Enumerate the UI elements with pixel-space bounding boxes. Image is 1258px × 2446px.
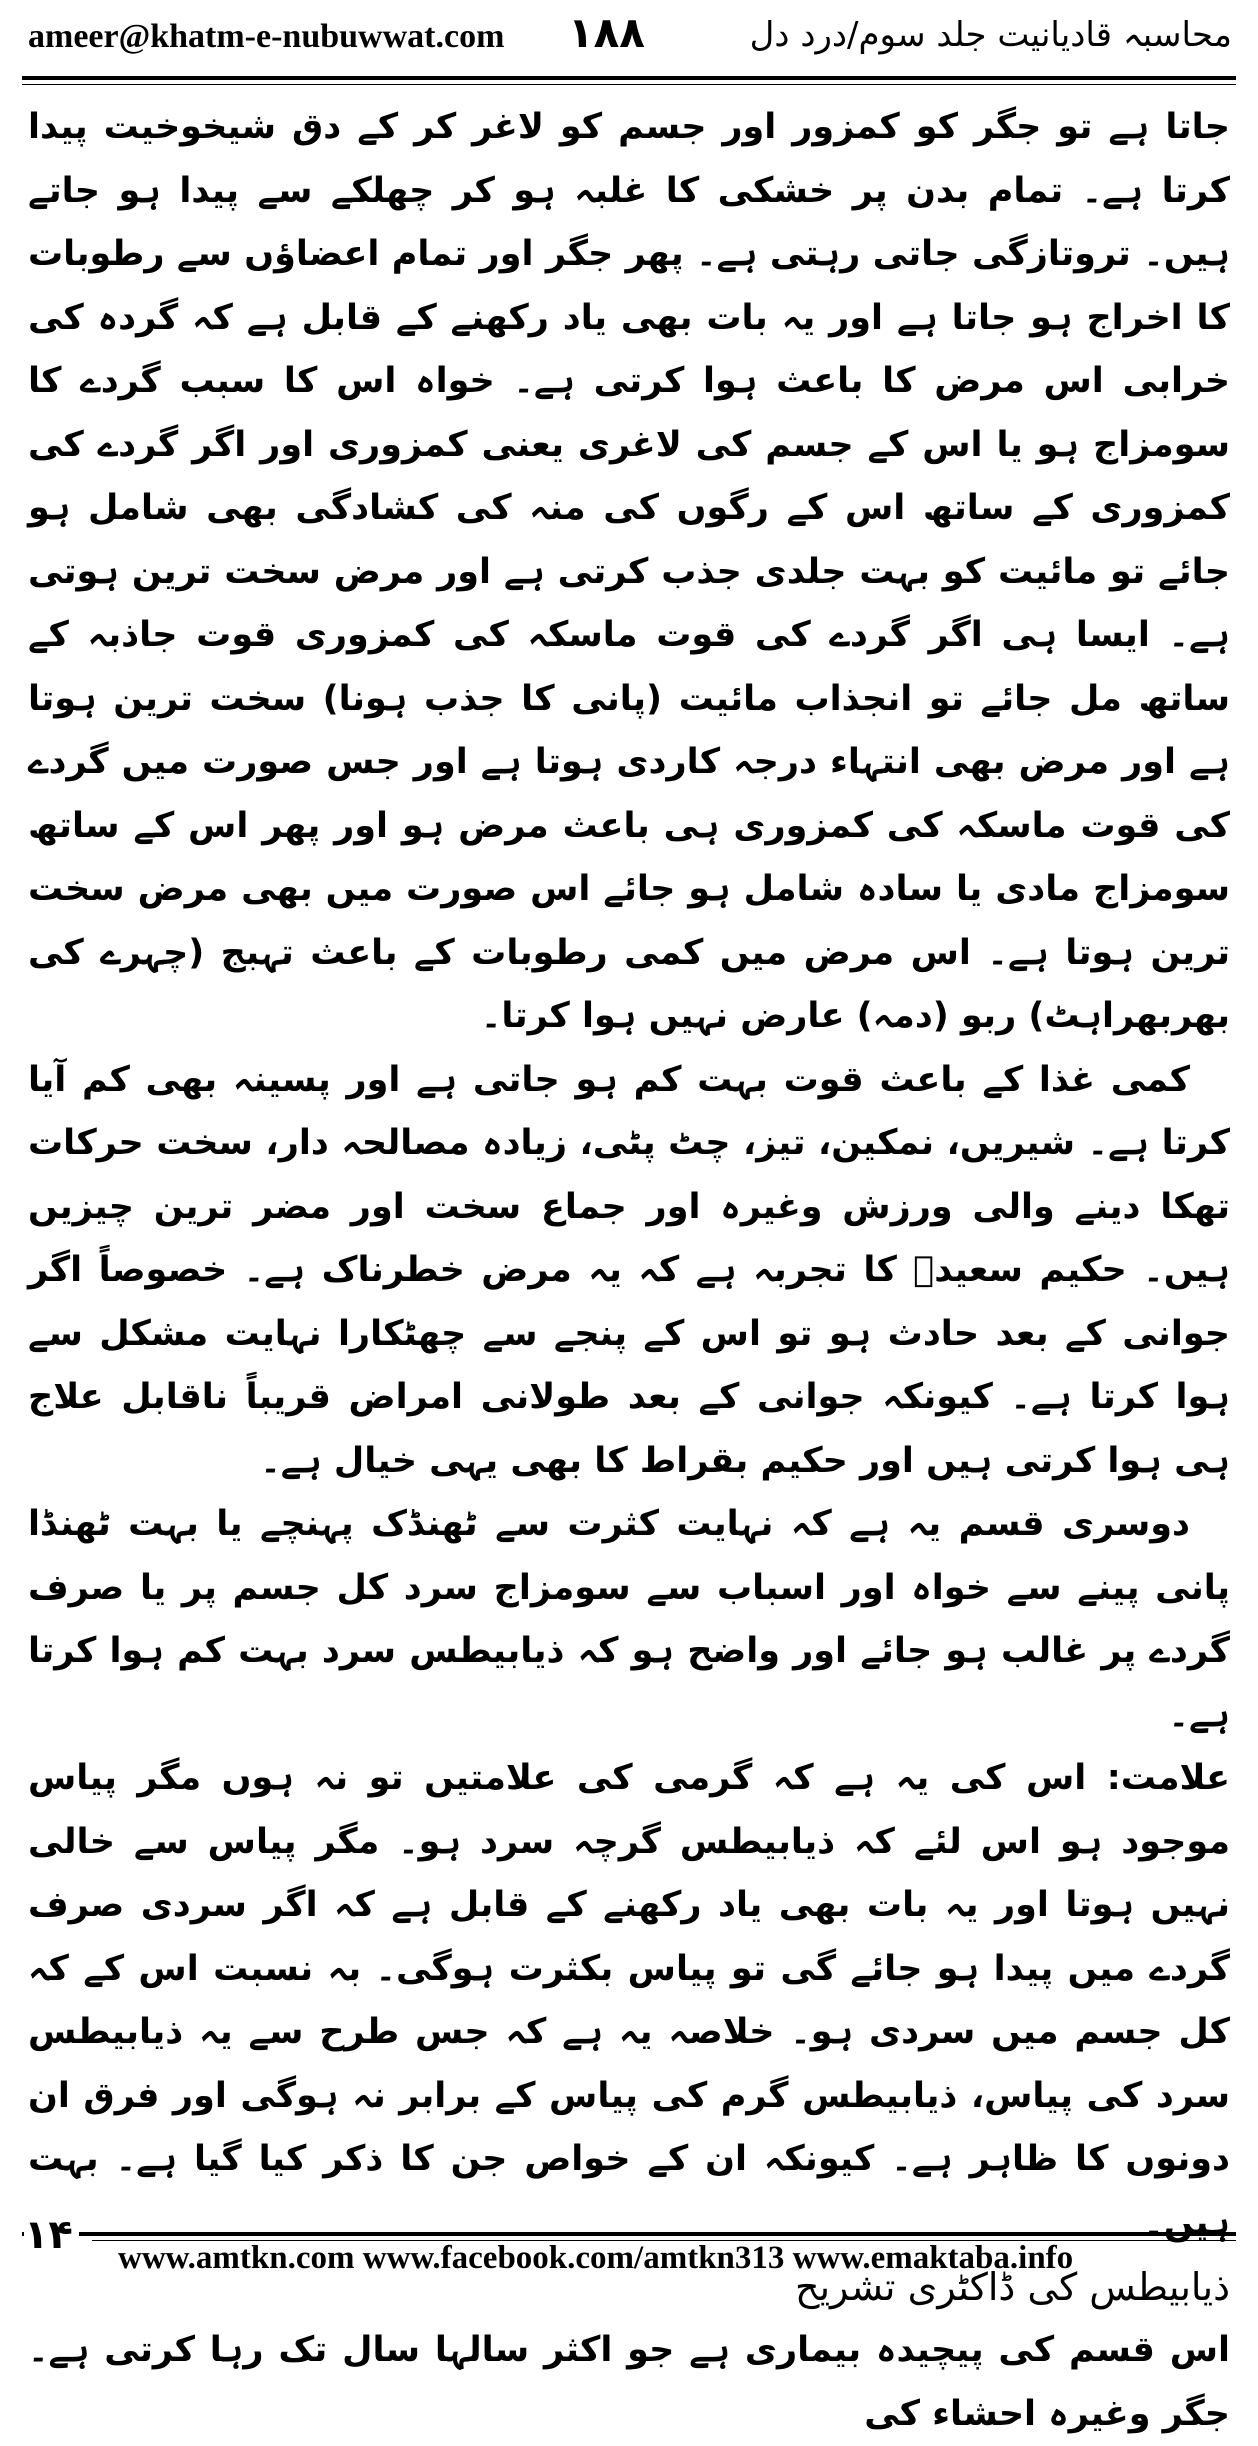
section-heading: ذیابیطس کی ڈاکٹری تشریح [794, 2265, 1230, 2309]
header-page-number: ۱۸۸ [568, 8, 645, 57]
footer-page-number: ۱۴ [24, 2212, 79, 2258]
header-divider [22, 76, 1236, 80]
paragraph-5: اس قسم کی پیچیدہ بیماری ہے جو اکثر سالہا سال تک رہا کرتی ہے۔ جگر وغیرہ احشاء کی [28, 2330, 1230, 2434]
paragraph-2: کمی غذا کے باعث قوت بہت کم ہو جاتی ہے اور پسینہ بھی کم آیا کرتا ہے۔ شیریں، نمکین، تیز، چٹ پٹی، زیادہ مصالحہ دار، سخت حرکات تھکا دینے والی ورزش وغیرہ اور جماع سخت اور مضر ترین چیزیں ہیں۔ حکیم سعیدؒ کا تجربہ ہے کہ یہ مرض خطرناک ہے۔ خصوصاً اگر جوانی کے بعد حادث ہو تو اس کے پنجے سے چھٹکارا نہایت مشکل سے ہوا کرتا ہے۔ کیونکہ جوانی کے بعد طولانی امراض قریباً ناقابل علاج ہی ہوا کرتی ہیں اور حکیم بقراط کا بھی یہی خیال ہے۔ [28, 1059, 1230, 1481]
header-email: ameer@khatm-e-nubuwwat.com [28, 18, 505, 55]
paragraph-3: دوسری قسم یہ ہے کہ نہایت کثرت سے ٹھنڈک پہنچے یا بہت ٹھنڈا پانی پینے سے خواہ اور اسباب سے سومزاج سرد کل جسم پر یا صرف گردے پر غالب ہو جائے اور واضح ہو کہ ذیابیطس سرد بہت کم ہوا کرتا ہے۔ [28, 1504, 1230, 1735]
paragraph-4 [28, 1747, 1230, 2255]
page-header [28, 8, 1232, 70]
header-divider-thin [22, 84, 1236, 85]
page-footer [22, 2212, 1236, 2276]
paragraph-1: جاتا ہے تو جگر کو کمزور اور جسم کو لاغر کر کے دق شیخوخیت پیدا کرتا ہے۔ تمام بدن پر خشکی کا غلبہ ہو کر چھلکے سے پیدا ہو جاتے ہیں۔ تروتازگی جاتی رہتی ہے۔ پھر جگر اور تمام اعضاؤں سے رطوبات کا اخراج ہو جاتا ہے اور یہ بات بھی یاد رکھنے کے قابل ہے کہ گردہ کی خرابی اس مرض کا باعث ہوا کرتی ہے۔ خواہ اس کا سبب گردے کا سومزاج ہو یا اس کے جسم کی لاغری یعنی کمزوری اور اگر گردے کی کمزوری کے ساتھ اس کے رگوں کی منہ کی کشادگی بھی شامل ہو جائے تو مائیت کو بہت جلدی جذب کرتی ہے اور مرض سخت ترین ہوتی ہے۔ ایسا ہی اگر گردے کی قوت ماسکہ کی کمزوری قوت جاذبہ کے ساتھ مل جائے تو انجذاب مائیت (پانی کا جذب ہونا) سخت ترین ہوتا ہے اور مرض بھی انتہاء درجہ کاردی ہوتا ہے اور جس صورت میں گردے کی قوت ماسکہ کی کمزوری ہی باعث مرض ہو اور پھر اس کے ساتھ سومزاج مادی یا سادہ شامل ہو جائے اس صورت میں بھی مرض سخت ترین ہوتا ہے۔ اس مرض میں کمی رطوبات کے باعث تہبج (چہرے کی بھربھراہٹ) ربو (دمہ) عارض نہیں ہوا کرتا۔ [28, 107, 1230, 1036]
alamat-label: علامت: [1106, 1758, 1230, 1798]
footer-divider [22, 2232, 1236, 2236]
footer-links: www.amtkn.com www.facebook.com/amtkn313 www.emaktaba.info [118, 2240, 1074, 2276]
header-book-title: محاسبہ قادیانیت جلد سوم/درد دل [749, 15, 1232, 55]
paragraph-4-text: اس کی یہ ہے کہ گرمی کی علامتیں تو نہ ہوں مگر پیاس موجود ہو اس لئے کہ ذیابیطس گرچہ سرد ہو۔ مگر پیاس سے خالی نہیں ہوتا اور یہ بات بھی یاد رکھنے کے قابل ہے کہ اگر سردی صرف گردے میں پیدا ہو جائے گی تو پیاس بکثرت ہوگی۔ بہ نسبت اس کے کہ کل جسم میں سردی ہو۔ خلاصہ یہ ہے کہ جس طرح سے یہ ذیابیطس سرد کی پیاس، ذیابیطس گرم کی پیاس کے برابر نہ ہوگی اور فرق ان دونوں کا ظاہر ہے۔ کیونکہ ان کے خواص جن کا ذکر کیا گیا ہے۔ بہت ہیں۔ [28, 1758, 1230, 2243]
